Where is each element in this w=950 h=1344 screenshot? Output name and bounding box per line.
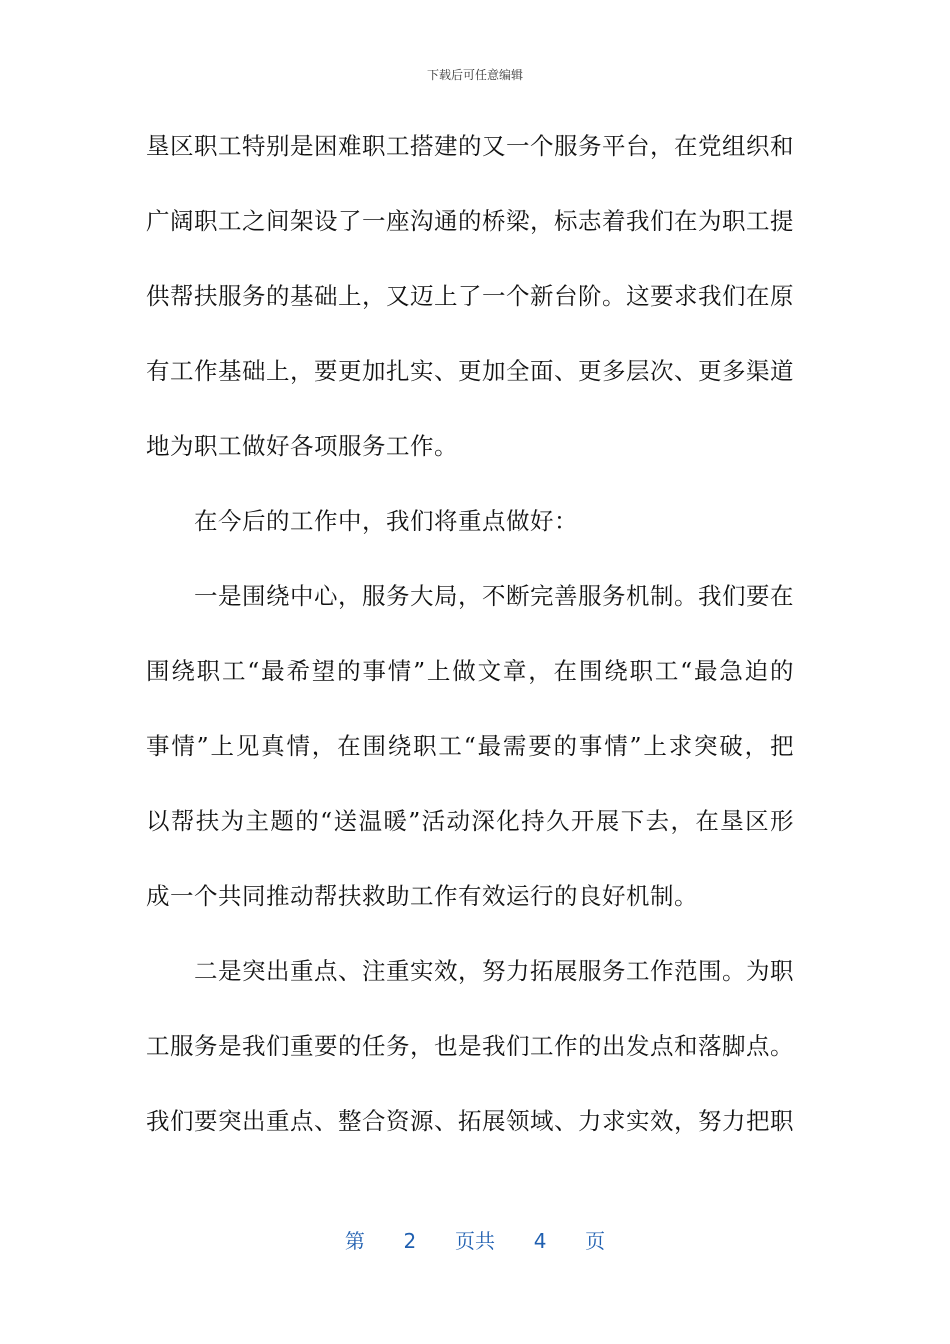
text-line: 围绕职工“最希望的事情”上做文章，在围绕职工“最急迫的 [146,657,794,685]
text-line: 广阔职工之间架设了一座沟通的桥梁，标志着我们在为职工提 [146,207,794,235]
text-line: 垦区职工特别是困难职工搭建的又一个服务平台，在党组织和 [146,132,794,160]
text-line: 我们要突出重点、整合资源、拓展领域、力求实效，努力把职 [146,1107,794,1135]
text-line: 工服务是我们重要的任务，也是我们工作的出发点和落脚点。 [146,1032,794,1060]
text-line: 地为职工做好各项服务工作。 [146,432,458,460]
page-prefix: 第 [344,1229,365,1253]
page-mid: 页共 [455,1229,495,1253]
page-suffix: 页 [585,1229,606,1253]
text-line: 成一个共同推动帮扶救助工作有效运行的良好机制。 [146,882,698,910]
text-line: 供帮扶服务的基础上，又迈上了一个新台阶。这要求我们在原 [146,282,794,310]
total-pages-number: 4 [533,1229,547,1253]
page-header: 下载后可任意编辑 [426,68,523,82]
text-line: 二是突出重点、注重实效，努力拓展服务工作范围。为职 [194,957,794,985]
current-page-number: 2 [403,1229,417,1253]
text-line: 以帮扶为主题的“送温暖”活动深化持久开展下去，在垦区形 [146,807,794,835]
text-line: 一是围绕中心，服务大局，不断完善服务机制。我们要在 [194,582,794,610]
text-line: 事情”上见真情，在围绕职工“最需要的事情”上求突破，把 [146,732,794,760]
text-line: 有工作基础上，要更加扎实、更加全面、更多层次、更多渠道 [146,357,794,385]
text-line: 在今后的工作中，我们将重点做好： [194,507,578,535]
page-footer [0,1225,950,1254]
